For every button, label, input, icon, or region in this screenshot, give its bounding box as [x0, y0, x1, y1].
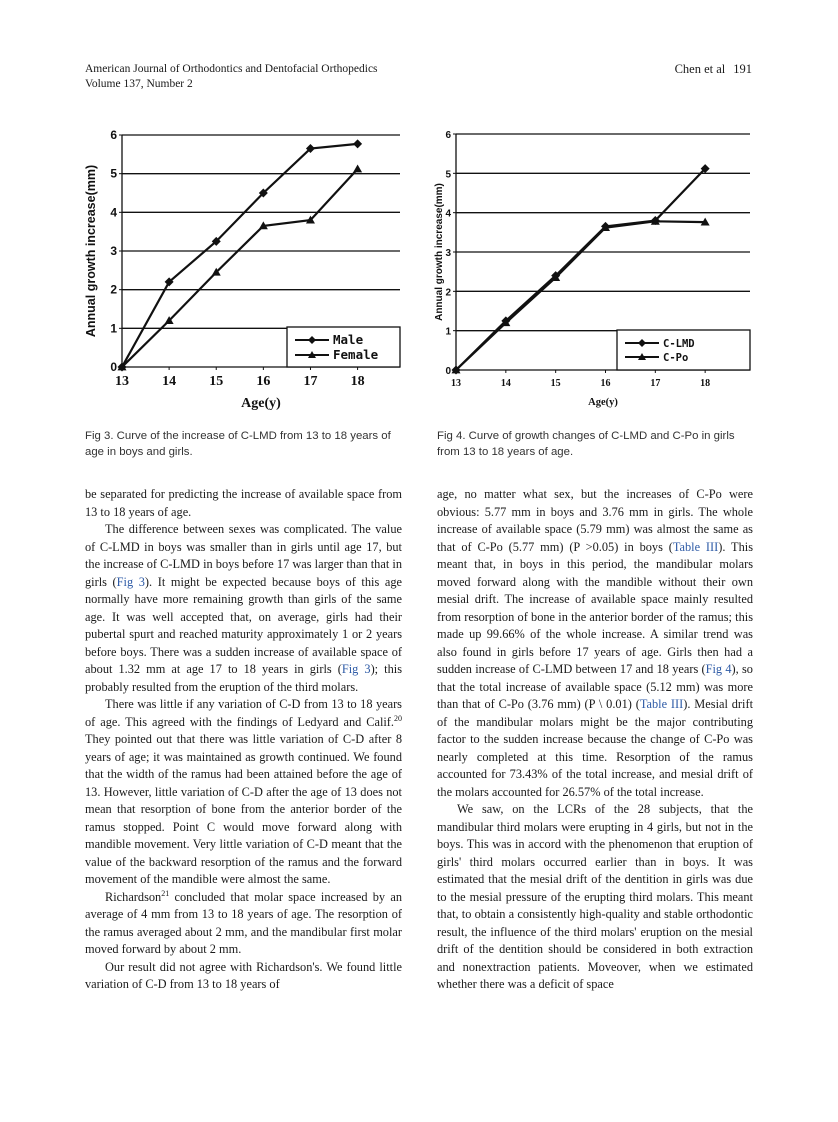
paragraph: Richardson$^{21}$ concluded that molar space increased by an average of 4 mm from 13 to 18 years of age. The resorption of the ramus averaged about 2 mm, and the mandibular first molar moved forward by about 2 mm.: [85, 888, 402, 956]
legend-box: [617, 330, 750, 370]
figure-4-caption: Fig 4. Curve of growth changes of C-LMD and C-Po in girls from 13 to 18 years of age.: [437, 430, 735, 458]
figure-link[interactable]: Fig 4: [705, 662, 732, 676]
paragraph: be separated for predicting the increase of available space from 13 to 18 years of age.: [85, 487, 402, 519]
body-column-right: [437, 486, 753, 994]
y-tick-label: 3: [445, 248, 451, 259]
x-tick-label: 14: [500, 378, 511, 389]
legend-label: C-Po: [663, 352, 689, 364]
x-tick-label: 15: [209, 374, 224, 389]
x-axis-label: Age(y): [241, 396, 281, 411]
paragraph: Our result did not agree with Richardson's. We found little variation of C-D from 13 to 18 years of: [85, 959, 402, 991]
legend-label: Female: [333, 347, 379, 362]
x-tick-label: 14: [162, 374, 177, 389]
y-tick-label: 0: [110, 360, 117, 374]
table-link[interactable]: Table III: [672, 539, 719, 554]
authors: Chen et al: [674, 62, 726, 76]
x-tick-label: 18: [350, 374, 365, 389]
journal-name: American Journal of Orthodontics and Dentofacial Orthopedics: [85, 63, 378, 75]
x-tick-label: 16: [256, 374, 271, 389]
y-tick-label: 6: [445, 130, 451, 141]
y-tick-label: 1: [110, 321, 117, 336]
x-tick-label: 15: [550, 378, 561, 389]
citation: 20: [394, 713, 402, 723]
paragraph: We saw, on the LCRs of the 28 subjects, that the mandibular third molars were erupting in 4 girls, but not in the boys. This was in accord with the phenomenon that eruption of girls' third molars occurred earlier than in boys. It was estimated that the mesial drift of the dentition in girls was due to the mesial pressure of the erupting third molars. This meant that, to obtain a consistently high-quality and stable orthodontic result, the influence of the third molars' eruption on the mesial drift of the dentition should be considered in both extraction and nonextraction patients. Moveover, when we estimated whether there was a deficit of space: [437, 802, 753, 991]
paragraph: age, no matter what sex, but the increases of C-Po were obvious: 5.77 mm in boys and 3.76 mm in girls. The whole increase of available space (5.79 mm) was almost the same as that of C-Po (5.77 mm) (P >0.05) in boys (Table III). This meant that, in boys in this period, the mandibular molars moved forward along with the mandible without their own mesial drift. The increase of available space mainly resulted from resorption of bone in the anterior border of the ramus; this made up 99.66% of the whole increase. A similar trend was also found in girls before 17 years of age. Girls then had a sudden increase of C-LMD between 17 and 18 years (Fig 4), so that the total increase of available space (5.12 mm) was more than that of C-Po (3.76 mm) (P \ 0.01) (Table III). Mesial drift of the mandibular molars might be the major contributing factor to the sudden increase because the change of C-Po was nearly completed at this time. Resorption of the ramus accounted for 73.43% of the total increase, and mesial drift of the molars accounted for 26.57% of the total increase.: [437, 487, 754, 799]
y-tick-label: 5: [445, 169, 451, 181]
x-tick-label: 18: [700, 378, 711, 389]
y-tick-label: 4: [445, 208, 451, 220]
table-link[interactable]: Table III: [639, 697, 684, 711]
legend-label: C-LMD: [663, 338, 695, 350]
body-column-left: [85, 486, 402, 994]
x-tick-label: 17: [650, 378, 661, 389]
y-tick-label: 3: [110, 244, 117, 258]
y-tick-label: 5: [110, 166, 117, 181]
y-axis-label: Annual growth increase(mm): [434, 183, 445, 321]
y-tick-label: 6: [110, 128, 117, 142]
x-tick-label: 13: [115, 374, 129, 389]
paragraph: The difference between sexes was complicated. The value of C-LMD in boys was smaller than in girls until age 17, but the increase of C-LMD in boys before 17 was larger than that in girls (Fig 3). It might be expected because boys of this age normally have more remaining growth than girls of the same age. It was well accepted that, on average, girls had their pubertal spurt and reached maturity approximately 1 or 2 years before boys. There was a sudden increase of available space of about 1.32 mm at age 17 to 18 years in girls (Fig 3); this probably resulted from the eruption of the third molars.: [85, 522, 402, 694]
y-tick-label: 0: [445, 366, 451, 377]
y-tick-label: 2: [110, 282, 117, 297]
x-tick-label: 16: [600, 378, 611, 389]
legend-label: Male: [333, 332, 364, 347]
y-tick-label: 2: [445, 287, 451, 299]
y-tick-label: 1: [445, 326, 451, 338]
paragraph: There was little if any variation of C-D from 13 to 18 years of age. This agreed with the findings of Ledyard and Calif.$^{20}$ They pointed out that there was little variation of C-D after 8 years of age; it was maintained as growth continued. We found that the width of the ramus had been attained before the age of 13. However, little variation of C-D after the age of 13 does not mean that resorption of bone from the anterior border of the ramus stopped. Point C would move forward along with mandible movement. Very little variation of C-D meant that the value of the backward resorption of the ramus and the forward movement of the mandible were almost the same.: [85, 697, 402, 886]
x-tick-label: 17: [303, 374, 318, 389]
citation: 21: [161, 888, 170, 898]
y-axis-label: Annual growth increase(mm): [84, 164, 98, 338]
x-tick-label: 13: [451, 378, 461, 389]
y-tick-label: 4: [110, 205, 117, 220]
figure-3-caption: Fig 3. Curve of the increase of C-LMD from 13 to 18 years of age in boys and girls.: [85, 430, 391, 458]
page-number: 191: [733, 62, 752, 76]
x-axis-label: Age(y): [588, 397, 618, 408]
figure-link[interactable]: Fig 3: [116, 574, 145, 589]
figure-link[interactable]: Fig 3: [341, 662, 371, 676]
journal-volume: Volume 137, Number 2: [85, 78, 193, 90]
